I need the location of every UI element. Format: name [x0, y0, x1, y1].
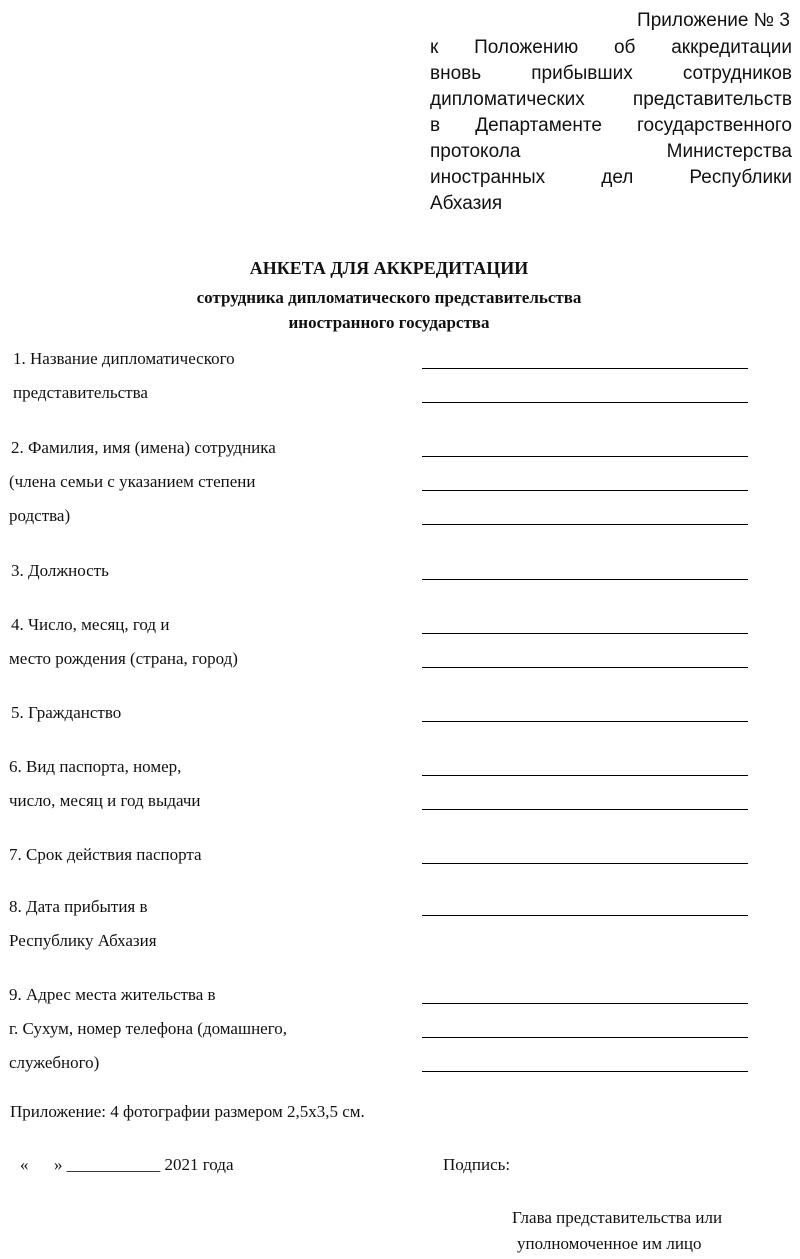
appendix-line: к Положению об аккредитации	[430, 37, 792, 58]
appendix-line: протокола Министерства	[430, 141, 792, 162]
field-8-label: 8. Дата прибытия в	[9, 897, 148, 916]
field-6-blank[interactable]	[422, 775, 748, 776]
field-9-blank[interactable]	[422, 1071, 748, 1072]
field-1-blank[interactable]	[422, 402, 748, 403]
field-3-blank[interactable]	[422, 579, 748, 580]
form-subtitle: иностранного государства	[288, 313, 490, 332]
field-2-label: (члена семьи с указанием степени	[9, 472, 256, 491]
field-4-blank[interactable]	[422, 633, 748, 634]
field-1-label: представительства	[13, 383, 148, 402]
appendix-line: Абхазия	[430, 193, 503, 214]
field-9-label: служебного)	[9, 1053, 100, 1072]
signer-title: уполномоченное им лицо	[517, 1234, 702, 1253]
form-title: АНКЕТА ДЛЯ АККРЕДИТАЦИИ	[249, 258, 529, 278]
date-line[interactable]: « » ___________ 2021 года	[20, 1155, 234, 1174]
appendix-reference	[430, 35, 792, 217]
field-2-blank[interactable]	[422, 524, 748, 525]
field-7-label: 7. Срок действия паспорта	[9, 845, 202, 864]
field-9-label: г. Сухум, номер телефона (домашнего,	[9, 1019, 288, 1038]
signer-title: Глава представительства или	[512, 1208, 723, 1227]
field-5-label: 5. Гражданство	[11, 703, 122, 722]
field-7-blank[interactable]	[422, 863, 748, 864]
field-2-blank[interactable]	[422, 456, 748, 457]
appendix-title: Приложение № 3	[637, 10, 790, 31]
field-9-blank[interactable]	[422, 1037, 748, 1038]
appendix-line: в Департаменте государственного	[430, 115, 792, 136]
attachment-note: Приложение: 4 фотографии размером 2,5х3,5 см.	[10, 1102, 365, 1121]
field-3-label: 3. Должность	[11, 561, 109, 580]
field-6-label: 6. Вид паспорта, номер,	[9, 757, 182, 776]
field-4-label: 4. Число, месяц, год и	[11, 615, 170, 634]
field-1-label: 1. Название дипломатического	[13, 349, 235, 368]
appendix-line: дипломатических представительств	[430, 89, 792, 110]
field-9-label: 9. Адрес места жительства в	[9, 985, 216, 1004]
appendix-line: вновь прибывших сотрудников	[430, 63, 792, 84]
field-1-blank[interactable]	[422, 368, 748, 369]
field-4-label: место рождения (страна, город)	[9, 649, 238, 668]
field-5-blank[interactable]	[422, 721, 748, 722]
signature-label: Подпись:	[443, 1155, 511, 1174]
field-4-blank[interactable]	[422, 667, 748, 668]
field-9-blank[interactable]	[422, 1003, 748, 1004]
field-2-blank[interactable]	[422, 490, 748, 491]
appendix-line: иностранных дел Республики	[430, 167, 792, 188]
field-6-label: число, месяц и год выдачи	[9, 791, 201, 810]
field-8-label: Республику Абхазия	[9, 931, 157, 950]
field-2-label: 2. Фамилия, имя (имена) сотрудника	[11, 438, 276, 457]
field-2-label: родства)	[9, 506, 71, 525]
form-subtitle: сотрудника дипломатического представительства	[196, 288, 582, 307]
field-6-blank[interactable]	[422, 809, 748, 810]
field-8-blank[interactable]	[422, 915, 748, 916]
